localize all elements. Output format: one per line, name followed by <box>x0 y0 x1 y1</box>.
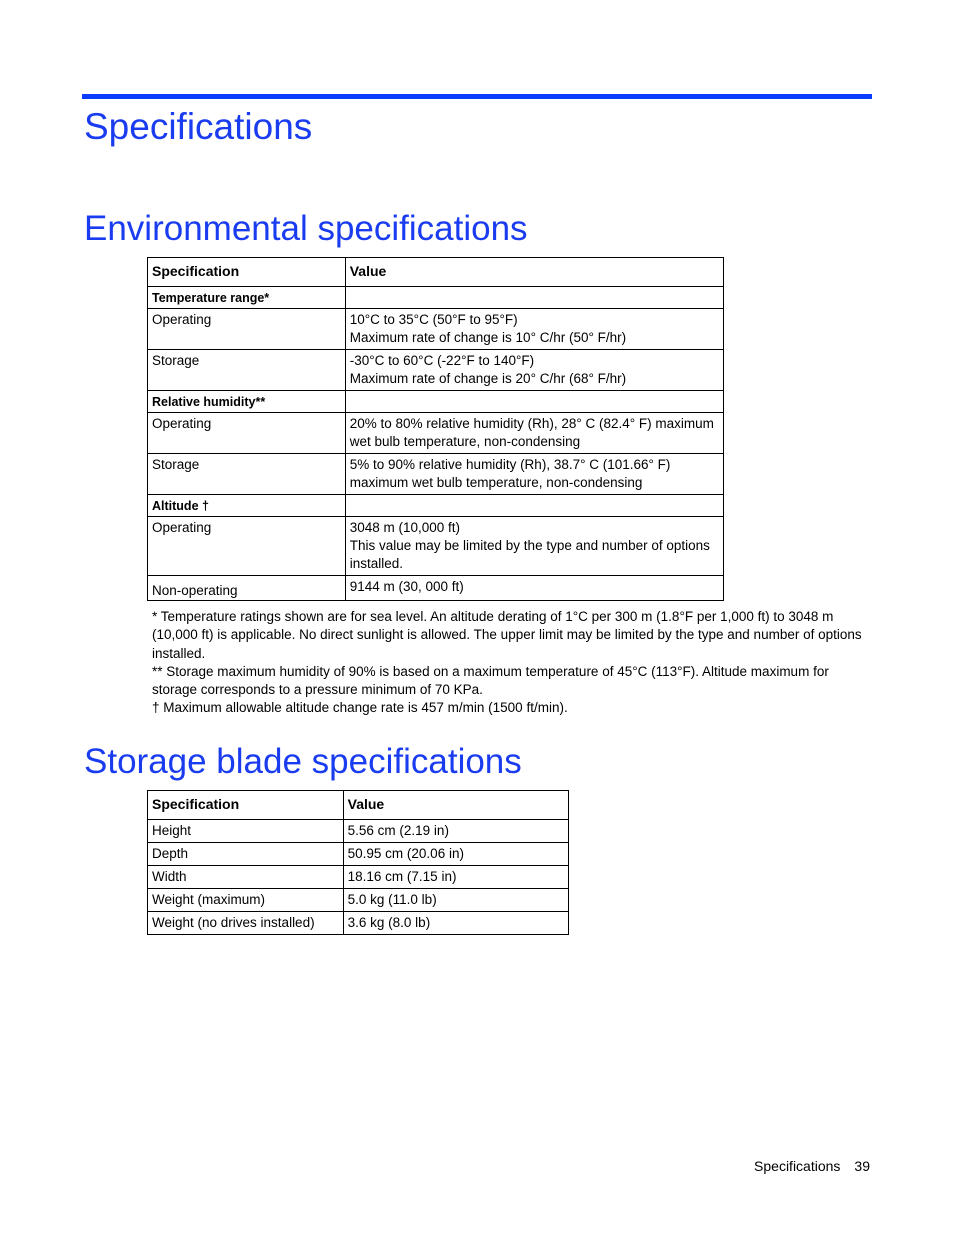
footnote: † Maximum allowable altitude change rate is 457 m/min (1500 ft/min). <box>152 700 568 716</box>
table-row <box>148 454 724 495</box>
table-row <box>148 889 569 912</box>
footer-section: Specifications <box>754 1158 841 1174</box>
value-cell <box>345 517 723 576</box>
storage-blade-heading: Storage blade specifications <box>84 742 522 781</box>
group-row <box>148 495 724 517</box>
value-line: 10°C to 35°C (50°F to 95°F) <box>349 312 518 327</box>
spec-cell: Storage <box>148 350 346 391</box>
spec-cell: Operating <box>148 413 346 454</box>
footnote: ** Storage maximum humidity of 90% is based on a maximum temperature of 45°C (113°F). Altitude maximum for storage corresponds to a pressure minimum of 70 KPa. <box>152 663 829 698</box>
table-row <box>148 350 724 391</box>
page-number: 39 <box>854 1158 870 1174</box>
spec-cell: Storage <box>148 454 346 495</box>
environmental-footnotes <box>152 608 872 718</box>
value-cell: 5% to 90% relative humidity (Rh), 38.7° C (101.66° F) maximum wet bulb temperature, non-condensing <box>345 454 723 495</box>
value-line: Maximum rate of change is 10° C/hr (50° F/hr) <box>349 330 627 345</box>
value-cell <box>345 309 723 350</box>
group-row <box>148 287 724 309</box>
page-title: Specifications <box>84 106 313 147</box>
group-label: Altitude † <box>148 495 346 517</box>
column-header: Value <box>345 258 723 287</box>
storage-blade-table <box>147 790 569 935</box>
value-cell <box>345 350 723 391</box>
page-footer <box>754 1158 870 1174</box>
value-cell: 3.6 kg (8.0 lb) <box>343 912 568 935</box>
footnote: * Temperature ratings shown are for sea level. An altitude derating of 1°C per 300 m (1.8°F per 1,000 ft) to 3048 m (10,000 ft) is applicable. No direct sunlight is allowed. The upper limit may be limited by the type and number of options installed. <box>152 609 862 661</box>
spec-cell: Operating <box>148 309 346 350</box>
spec-cell: Non-operating <box>148 576 346 601</box>
environmental-table <box>147 257 724 601</box>
group-row <box>148 391 724 413</box>
value-cell: 18.16 cm (7.15 in) <box>343 866 568 889</box>
spec-cell: Width <box>148 866 344 889</box>
spec-cell: Weight (maximum) <box>148 889 344 912</box>
table-row <box>148 309 724 350</box>
column-header: Specification <box>148 791 344 820</box>
column-header: Value <box>343 791 568 820</box>
value-cell: 5.56 cm (2.19 in) <box>343 820 568 843</box>
column-header: Specification <box>148 258 346 287</box>
table-row <box>148 576 724 601</box>
table-row <box>148 843 569 866</box>
table-header-row <box>148 791 569 820</box>
header-rule <box>82 94 872 99</box>
group-label: Temperature range* <box>148 287 346 309</box>
spec-cell: Height <box>148 820 344 843</box>
table-row <box>148 413 724 454</box>
spec-cell: Operating <box>148 517 346 576</box>
table-row <box>148 866 569 889</box>
value-cell: 9144 m (30, 000 ft) <box>345 576 723 601</box>
table-header-row <box>148 258 724 287</box>
value-cell: 50.95 cm (20.06 in) <box>343 843 568 866</box>
value-line: 3048 m (10,000 ft) <box>349 520 461 535</box>
spec-cell: Weight (no drives installed) <box>148 912 344 935</box>
value-line: Maximum rate of change is 20° C/hr (68° F/hr) <box>349 371 627 386</box>
table-row <box>148 517 724 576</box>
value-line: -30°C to 60°C (-22°F to 140°F) <box>349 353 535 368</box>
table-row <box>148 820 569 843</box>
environmental-heading: Environmental specifications <box>84 209 528 248</box>
table-row <box>148 912 569 935</box>
value-cell: 20% to 80% relative humidity (Rh), 28° C (82.4° F) maximum wet bulb temperature, non-condensing <box>345 413 723 454</box>
value-cell: 5.0 kg (11.0 lb) <box>343 889 568 912</box>
group-label: Relative humidity** <box>148 391 346 413</box>
value-line: This value may be limited by the type and number of options installed. <box>349 538 710 571</box>
spec-cell: Depth <box>148 843 344 866</box>
